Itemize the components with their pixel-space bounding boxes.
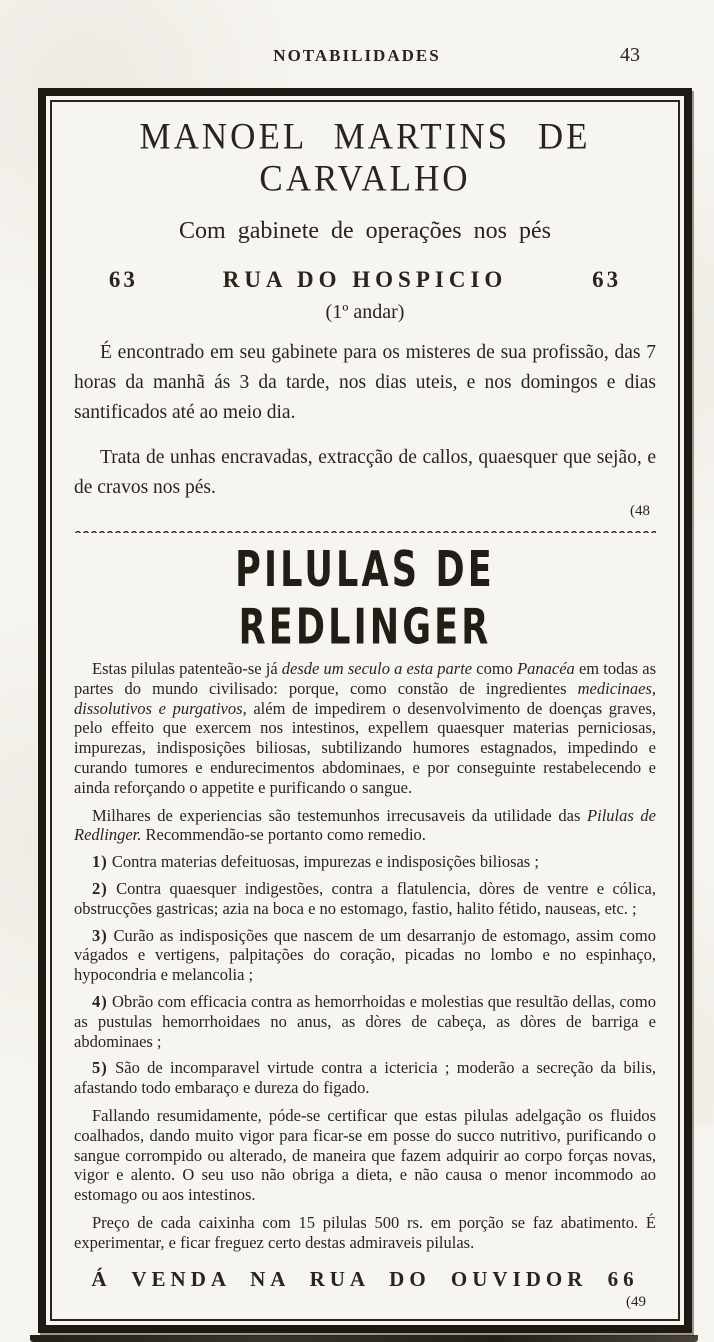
advertiser-name: MANOEL MARTINS DE CARVALHO bbox=[139, 116, 591, 199]
address-number-right: 63 bbox=[592, 267, 622, 292]
advertisement-frame bbox=[38, 88, 692, 1333]
wavy-divider bbox=[74, 526, 656, 533]
item-text: São de incomparavel virtude contra a ictericia ; moderão a secreção da bilis, afastando todo embaraço e dureza do figado. bbox=[74, 1058, 656, 1098]
ad2-intro-paragraph-2: Milhares de experiencias são testemunhos irrecusaveis da utilidade das Pilulas de Redlinger. Recommendão-se portanto como remedio. bbox=[74, 805, 656, 845]
remedy-item-4 bbox=[74, 992, 656, 1051]
item-number: 4) bbox=[92, 992, 108, 1012]
remedy-item-5 bbox=[74, 1058, 656, 1098]
item-number: 1) bbox=[92, 852, 108, 872]
floor-note: (1º andar) bbox=[325, 301, 405, 323]
ad1-subtitle: Com gabinete de operações nos pés bbox=[179, 218, 551, 244]
ad1-ref-number: (48 bbox=[630, 503, 650, 520]
item-text: Contra quaesquer indigestões, contra a flatulencia, dòres de ventre e cólica, obstrucções gastricas; azia na boca e no estomago, fastio, halito fétido, nauseas, etc. ; bbox=[74, 879, 656, 918]
ad2-ref-number: (49 bbox=[626, 1293, 646, 1310]
running-head bbox=[0, 0, 714, 70]
item-number: 2) bbox=[92, 879, 108, 899]
product-title-text: PILULAS DE REDLINGER bbox=[235, 540, 495, 656]
ad2-closing-paragraph-1: Fallando resumidamente, póde-se certificar que estas pilulas adelgação os fluidos coalhados, dando muito vigor para ficar-se em posse do succo nutritivo, purificando o sangue corrompido ou alterado, de maneira que fazem adquirir ao corpo forças novas, vigor e alento. O seu uso não obriga a dieta, e não causa o menor incommodo ao estomago ou aos intestinos. bbox=[74, 1106, 656, 1205]
item-number: 5) bbox=[92, 1058, 108, 1078]
advertisement-frame-inner bbox=[50, 100, 680, 1321]
ad2-intro-paragraph-1: Estas pilulas patenteão-se já desde um seculo a esta parte como Panacéa em todas as partes do mundo civilisado: porque, como constão de ingredientes medicinaes, dissolutivos e purgativos, além de impedirem o desenvolvimento de doenças graves, pelo effeito que exercem nos intestinos, expellem quaesquer materias perniciosas, impurezas, indisposições biliosas, subtilizando humores estagnados, impedindo e curando tumores e endurecimentos abdominaes, e por conseguinte restabelecendo e ainda reforçando o appetite e purificando o sangue. bbox=[74, 659, 656, 797]
ad1-paragraph-hours: É encontrado em seu gabinete para os misteres de sua profissão, das 7 horas da manhã ás 3 da tarde, nos dias uteis, e nos domingos e dias santificados até ao meio dia. bbox=[74, 342, 656, 424]
address-line bbox=[109, 267, 621, 293]
item-text: Obrão com efficacia contra as hemorrhoidas e molestias que resultão dellas, como as pustulas hemorrhoidaes no anus, as dòres de cabeça, as dòres de barriga e abdominaes ; bbox=[74, 992, 656, 1051]
street-name: RUA DO HOSPICIO bbox=[222, 267, 508, 292]
product-title bbox=[74, 540, 656, 656]
book-page-edge bbox=[30, 1335, 698, 1342]
page-number: 43 bbox=[620, 44, 640, 66]
item-text: Contra materias defeituosas, impurezas e indisposições biliosas ; bbox=[107, 852, 539, 872]
ad1-paragraph-services: Trata de unhas encravadas, extracção de callos, quaesquer que sejão, e de cravos nos pés. bbox=[74, 446, 656, 498]
address-number-left: 63 bbox=[108, 267, 138, 292]
remedy-item-1 bbox=[74, 852, 656, 872]
item-text: Curão as indisposições que nascem de um desarranjo de estomago, assim como vágados e vertigens, palpitações do coração, picadas no lombo e no espinhaço, hypocondria e melancolia ; bbox=[74, 925, 656, 985]
ad2-closing-paragraph-2: Preço de cada caixinha com 15 pilulas 500 rs. em porção se faz abatimento. É experimentar, e ficar freguez certo destas admiraveis pilulas. bbox=[74, 1213, 656, 1252]
remedy-item-2 bbox=[74, 879, 656, 919]
remedy-item-3 bbox=[74, 926, 656, 985]
running-head-title: NOTABILIDADES bbox=[273, 46, 441, 65]
item-number: 3) bbox=[92, 925, 108, 945]
sale-location-line: Á VENDA NA RUA DO OUVIDOR 66 bbox=[91, 1266, 639, 1291]
